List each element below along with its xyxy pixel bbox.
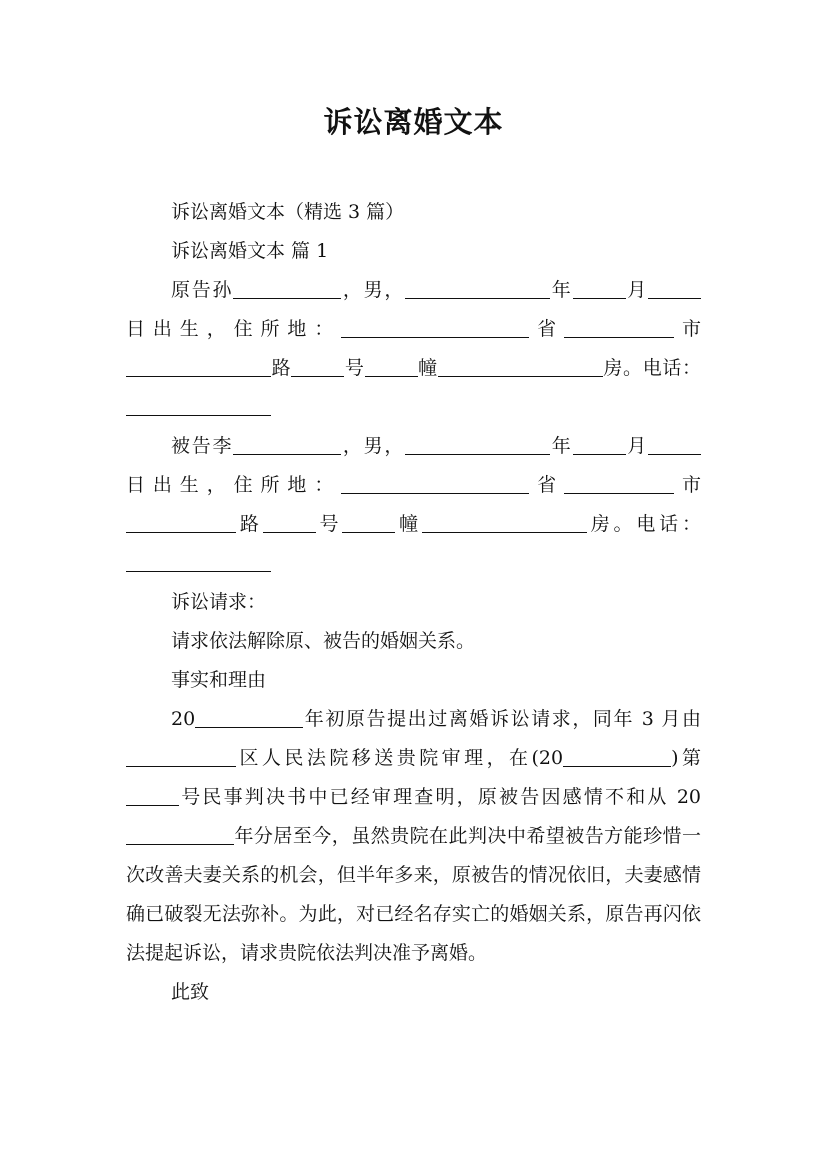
- blank-line: [342, 513, 395, 533]
- plaintiff-building-label: 幢: [417, 357, 438, 379]
- plaintiff-province-label: 省: [529, 318, 565, 340]
- chapter-heading: 诉讼离婚文本 篇 1: [171, 240, 329, 262]
- defendant-province-label: 省: [529, 474, 565, 496]
- claims-text: 请求依法解除原、被告的婚姻关系。: [171, 630, 476, 652]
- blank-line: [648, 279, 701, 299]
- blank-line: [291, 357, 344, 377]
- blank-line: [126, 513, 236, 533]
- plaintiff-room-phone-label: 房。电话：: [602, 357, 701, 379]
- blank-line: [126, 786, 179, 806]
- facts-text-1: 年初原告提出过离婚诉讼请求，同年 3 月由: [303, 708, 701, 730]
- plaintiff-gender: ，男，: [341, 279, 406, 301]
- defendant-number-label: 号: [315, 513, 343, 535]
- blank-line: [126, 747, 236, 767]
- blank-line: [341, 474, 529, 494]
- plaintiff-year-label: 年: [550, 279, 573, 301]
- facts-paragraph: [126, 700, 701, 973]
- facts-text-3: )第: [671, 747, 701, 769]
- blank-line: [341, 318, 529, 338]
- closing-line: 此致: [171, 981, 210, 1003]
- claims-heading: 诉讼请求：: [171, 591, 267, 613]
- blank-line: [195, 708, 303, 728]
- blank-line: [405, 279, 550, 299]
- plaintiff-paragraph: [126, 271, 701, 427]
- plaintiff-prefix: 原告孙: [171, 279, 234, 301]
- blank-line: [126, 396, 271, 416]
- blank-line: [126, 825, 234, 845]
- plaintiff-city-label: 市: [674, 318, 701, 340]
- blank-line: [564, 318, 674, 338]
- defendant-year-label: 年: [550, 435, 573, 457]
- plaintiff-road-label: 路: [271, 357, 292, 379]
- facts-year-prefix: 20: [171, 708, 196, 730]
- blank-line: [233, 279, 341, 299]
- defendant-city-label: 市: [674, 474, 701, 496]
- defendant-paragraph: [126, 427, 701, 583]
- blank-line: [422, 513, 587, 533]
- defendant-born-label: 日出生，住所地：: [126, 474, 342, 496]
- document-title: 诉讼离婚文本: [323, 105, 504, 139]
- blank-line: [233, 435, 341, 455]
- document-body: [126, 193, 701, 1012]
- defendant-building-label: 幢: [395, 513, 422, 535]
- defendant-room-phone-label: 房。电话：: [586, 513, 701, 535]
- defendant-prefix: 被告李: [171, 435, 234, 457]
- blank-line: [648, 435, 701, 455]
- defendant-road-label: 路: [236, 513, 263, 535]
- blank-line: [563, 747, 671, 767]
- subtitle-line: 诉讼离婚文本（精选 3 篇）: [171, 201, 405, 223]
- plaintiff-number-label: 号: [344, 357, 365, 379]
- blank-line: [573, 279, 626, 299]
- facts-text-5: 年分居至今，虽然贵院在此判决中希望被告方能珍惜一次改善夫妻关系的机会，但半年多来，原被告的情况依旧，夫妻感情确已破裂无法弥补。为此，对已经名存实亡的婚姻关系，原告再闪依法提起诉讼，请求贵院依法判决准予离婚。: [126, 825, 701, 964]
- plaintiff-month-label: 月: [625, 279, 648, 301]
- blank-line: [564, 474, 674, 494]
- blank-line: [263, 513, 316, 533]
- blank-line: [405, 435, 550, 455]
- blank-line: [365, 357, 418, 377]
- defendant-gender: ，男，: [341, 435, 406, 457]
- facts-text-4: 号民事判决书中已经审理查明，原被告因感情不和从 20: [179, 786, 701, 808]
- blank-line: [573, 435, 626, 455]
- plaintiff-born-label: 日出生，住所地：: [126, 318, 342, 340]
- facts-text-2: 区人民法院移送贵院审理，在(20: [236, 747, 564, 769]
- blank-line: [438, 357, 603, 377]
- defendant-month-label: 月: [625, 435, 648, 457]
- facts-heading: 事实和理由: [171, 669, 267, 691]
- blank-line: [126, 357, 271, 377]
- blank-line: [126, 552, 271, 572]
